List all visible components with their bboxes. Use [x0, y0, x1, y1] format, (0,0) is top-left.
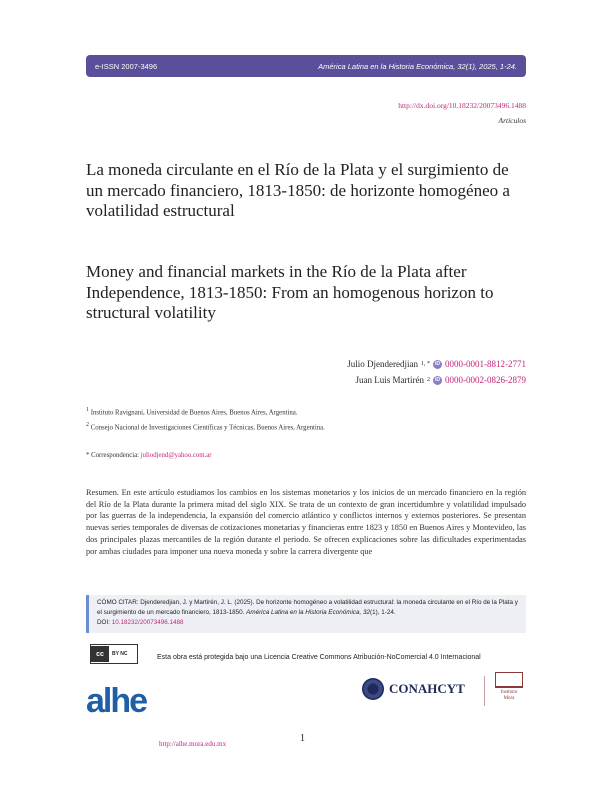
page-number: 1	[300, 733, 305, 744]
conahcyt-emblem-icon	[362, 678, 384, 700]
section-label: Artículos	[498, 116, 526, 125]
title-english: Money and financial markets in the Río de la Plata after Independence, 1813-1850: From an homogenous horizon to structural volatility	[86, 262, 494, 322]
orcid-link[interactable]: 0000-0001-8812-2771	[445, 359, 526, 369]
correspondence	[86, 452, 212, 459]
author-2	[347, 372, 526, 388]
cc-icon: cc	[91, 646, 109, 662]
mora-line-1: Instituto	[500, 690, 518, 695]
correspondence-label: * Correspondencia:	[86, 452, 140, 459]
logo-divider	[484, 676, 485, 706]
license-text: Esta obra está protegida bajo una Licencia Creative Commons Atribución-NoComercial 4.0 Internacional	[157, 654, 481, 661]
alhe-logo: alhe	[86, 682, 147, 720]
mora-line-2: Mora	[503, 696, 515, 701]
building-icon	[495, 672, 523, 688]
orcid-icon[interactable]: iD	[435, 376, 440, 383]
affiliation-2	[86, 422, 325, 431]
header-bar	[86, 55, 526, 77]
correspondence-email[interactable]: juliodjend@yahoo.com.ar	[140, 452, 212, 459]
doi-link[interactable]: http://dx.doi.org/10.18232/20073496.1488	[398, 101, 526, 110]
title-spanish: La moneda circulante en el Río de la Plata y el surgimiento de un mercado financiero, 1813-1850: de horizonte homogéneo a volatilidad estructural	[86, 160, 510, 220]
abstract: Resumen. En este artículo estudiamos los cambios en los sistemas monetarios y los inicios de un mercado financiero en la región del Río de la Plata durante la primera mitad del siglo XIX. Se trata de un contexto de gran incertidumbre y volatilidad impulsado por las guerras de la independencia, la expansión del comercio atlántico y conflictos internos y externos posteriores. Se presentan nuevas series temporales de diversas de cotizaciones monetarias y financieras entre 1823 y 1850 en Buenos Aires y Montevideo, las dos principales plazas mercantiles de la región durante el periodo. Se ofrecen explicaciones sobre las dificultades experimentadas por ambas ciudades para imponer una nueva moneda y sobre la carrera divergente que	[86, 488, 526, 556]
author-name: Juan Luis Martirén	[355, 375, 424, 385]
citation-doi-link[interactable]: 10.18232/20073496.1488	[111, 619, 184, 626]
author-list	[347, 356, 526, 388]
affiliation-num: 1	[86, 407, 89, 413]
cc-license-badge[interactable]	[90, 644, 138, 664]
affiliation-text: Consejo Nacional de Investigaciones Científicas y Técnicas, Buenos Aires, Argentina.	[90, 424, 325, 432]
by-nc-icon: BY NC	[112, 651, 128, 657]
author-sup: 2	[427, 377, 430, 383]
journal-reference: América Latina en la Historia Económica, 32(1), 2025, 1-24.	[318, 61, 517, 71]
citation-box	[86, 595, 526, 633]
orcid-icon[interactable]: iD	[435, 360, 440, 367]
author-name: Julio Djenderedjian	[347, 359, 418, 369]
citation-pages: (1), 1-24.	[370, 609, 396, 616]
conahcyt-wordmark: CONAHCYT	[389, 681, 465, 696]
citation-text: CÓMO CITAR: Djenderedjian, J. y Martirén, J. L. (2025). De horizonte homogéneo a volatilidad estructural: la moneda circulante en el Río de la Plata y el surgimiento de un mercado financiero, 1813-1850.	[97, 599, 518, 616]
affiliation-1	[86, 407, 297, 416]
author-sup: 1, *	[421, 361, 430, 367]
citation-doi-label: DOI:	[97, 619, 110, 626]
citation-journal: América Latina en la Historia Económica, 32	[246, 609, 371, 616]
affiliation-text: Instituto Ravignani, Universidad de Buenos Aires, Buenos Aires, Argentina.	[90, 409, 298, 417]
affiliation-num: 2	[86, 422, 89, 428]
author-1	[347, 356, 526, 372]
orcid-link[interactable]: 0000-0002-0826-2879	[445, 375, 526, 385]
site-url[interactable]: http://alhe.mora.edu.mx	[159, 740, 227, 748]
conahcyt-logo	[362, 678, 465, 700]
instituto-mora-logo	[492, 672, 526, 702]
issn: e-ISSN 2007-3496	[95, 61, 158, 71]
